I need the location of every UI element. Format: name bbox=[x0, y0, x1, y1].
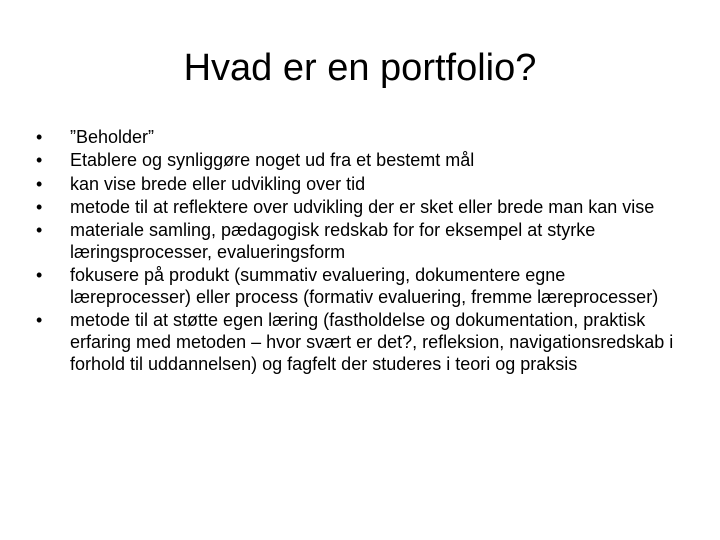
bullet-icon: • bbox=[36, 196, 43, 217]
bullet-icon: • bbox=[36, 220, 43, 241]
bullet-text: ”Beholder” bbox=[70, 127, 155, 147]
bullet-text: Etablere og synliggøre noget ud fra et bestemt mål bbox=[70, 150, 475, 171]
bullet-item bbox=[36, 265, 676, 309]
bullet-list bbox=[36, 127, 676, 377]
slide-title: Hvad er en portfolio? bbox=[183, 47, 537, 89]
bullet-text: metode til at støtte egen læring (fastholdelse og dokumentation, praktisk erfaring med metoden – hvor svært er det?, refleksion, navigationsredskab i forhold til uddannelsen) og fagfelt der studeres i teori og praksis bbox=[70, 310, 674, 374]
bullet-icon: • bbox=[36, 265, 43, 286]
bullet-text: metode til at reflektere over udvikling der er sket eller brede man kan vise bbox=[70, 196, 655, 217]
bullet-text: materiale samling, pædagogisk redskab for for eksempel at styrke læringsprocesser, evalueringsform bbox=[70, 220, 596, 262]
bullet-icon: • bbox=[36, 173, 43, 194]
bullet-icon: • bbox=[36, 150, 43, 171]
bullet-icon: • bbox=[36, 127, 43, 147]
bullet-item bbox=[36, 127, 676, 149]
bullet-item bbox=[36, 197, 676, 219]
bullet-icon: • bbox=[36, 310, 43, 331]
bullet-item bbox=[36, 150, 676, 172]
bullet-item bbox=[36, 220, 676, 264]
bullet-text: kan vise brede eller udvikling over tid bbox=[70, 173, 366, 194]
bullet-text: fokusere på produkt (summativ evaluering, dokumentere egne læreprocesser) eller process (formativ evaluering, fremme læreprocesser) bbox=[70, 265, 659, 308]
bullet-item bbox=[36, 174, 676, 196]
bullet-item bbox=[36, 310, 676, 375]
